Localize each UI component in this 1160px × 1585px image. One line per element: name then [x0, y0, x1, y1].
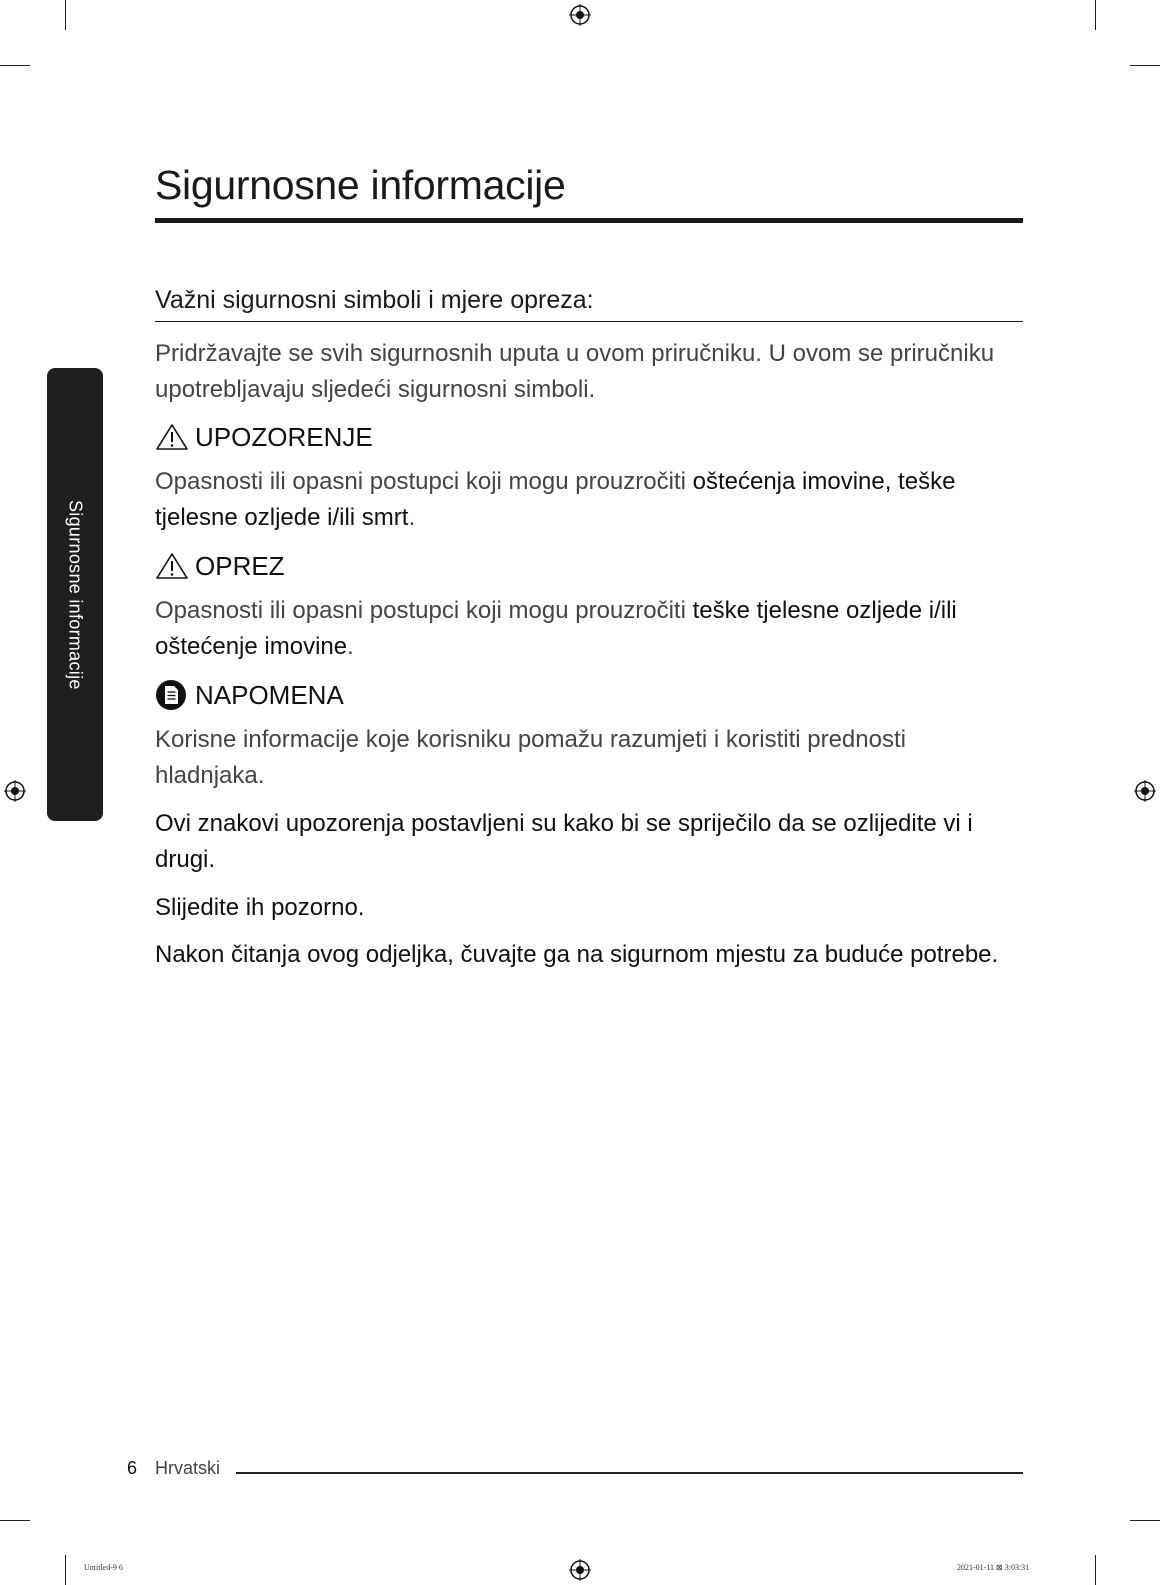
caution-text: .	[347, 633, 354, 660]
warning-emphasis: tjelesne ozljede i/ili smrt	[155, 504, 409, 531]
print-slug-left: Untitled-9 6	[84, 1563, 123, 1572]
note-description	[155, 722, 1015, 794]
caution-description	[155, 593, 1015, 665]
note-document-icon	[155, 679, 189, 711]
registration-mark-icon	[4, 780, 26, 802]
warning-line	[155, 500, 1015, 536]
registration-mark-icon	[569, 4, 591, 26]
title-rule	[155, 218, 1023, 223]
warning-description	[155, 464, 1015, 536]
section-rule	[155, 321, 1023, 322]
print-slug-right: 2021-01-11 ⊠ 3:03:31	[957, 1563, 1030, 1572]
warning-label: UPOZORENJE	[195, 421, 373, 452]
closing-paragraph: Slijedite ih pozorno.	[155, 894, 365, 921]
caution-emphasis: oštećenje imovine	[155, 633, 348, 660]
side-tab-label: Sigurnosne informacije	[65, 499, 86, 690]
caution-line	[155, 593, 1015, 629]
crop-mark	[0, 65, 30, 66]
caution-heading	[155, 549, 285, 583]
warning-line	[155, 464, 1015, 500]
page-title: Sigurnosne informacije	[155, 162, 566, 208]
intro-line: upotrebljavaju sljedeći sigurnosni simboli.	[155, 376, 596, 403]
warning-heading	[155, 420, 373, 454]
registration-mark-icon	[569, 1559, 591, 1581]
caution-text: Opasnosti ili opasni postupci koji mogu prouzročiti	[155, 597, 693, 624]
caution-line	[155, 629, 1015, 665]
closing-line: Ovi znakovi upozorenja postavljeni su kako bi se spriječilo da se ozlijedite vi i	[155, 810, 973, 837]
footer-rule	[236, 1472, 1023, 1474]
footer-language: Hrvatski	[155, 1458, 221, 1478]
section-heading: Važni sigurnosni simboli i mjere opreza:	[155, 286, 594, 314]
closing-line: drugi.	[155, 846, 216, 873]
crop-mark	[1095, 1555, 1096, 1585]
intro-line: Pridržavajte se svih sigurnosnih uputa u ovom priručniku. U ovom se priručniku	[155, 340, 995, 367]
page-number: 6	[127, 1458, 138, 1478]
note-line: Korisne informacije koje korisniku pomažu razumjeti i koristiti prednosti	[155, 726, 906, 753]
registration-mark-icon	[1134, 780, 1156, 802]
note-heading	[155, 678, 344, 712]
closing-paragraph	[155, 806, 1015, 878]
warning-emphasis: oštećenja imovine, teške	[692, 468, 956, 495]
caution-emphasis: teške tjelesne ozljede i/ili	[692, 597, 957, 624]
intro-paragraph	[155, 336, 1015, 408]
caution-label: OPREZ	[195, 550, 285, 581]
warning-text: .	[408, 504, 416, 531]
crop-mark	[1130, 65, 1160, 66]
caution-triangle-icon	[155, 552, 189, 580]
side-tab-label-wrap	[47, 368, 103, 821]
note-label: NAPOMENA	[195, 679, 344, 710]
crop-mark	[1095, 0, 1096, 30]
warning-text: Opasnosti ili opasni postupci koji mogu prouzročiti	[155, 468, 693, 495]
crop-mark	[0, 1520, 30, 1521]
note-line: hladnjaka.	[155, 762, 265, 789]
closing-paragraph: Nakon čitanja ovog odjeljka, čuvajte ga na sigurnom mjestu za buduće potrebe.	[155, 941, 999, 968]
crop-mark	[65, 0, 66, 30]
crop-mark	[1130, 1520, 1160, 1521]
warning-triangle-icon	[155, 423, 189, 451]
crop-mark	[65, 1555, 66, 1585]
